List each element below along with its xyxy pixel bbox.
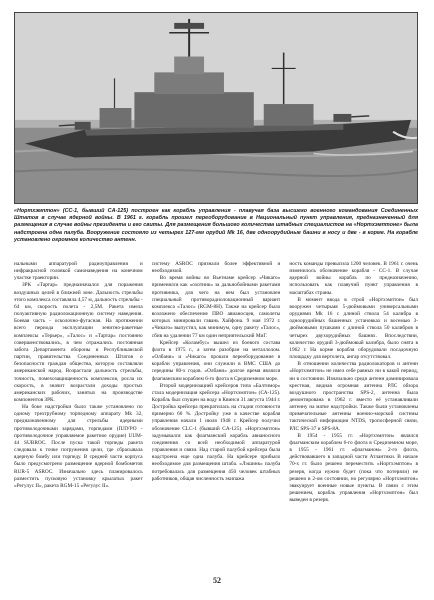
paragraph: В 1954 - 1955 гг. «Нортхэмптон» являлся флагманским кораблем 6-го флота в Средиземном море, в 1955 - 1961 гг. «флагманом» 2-го флота, действовавшего в западной части Атлантики. В начале 70-х гг. было решено переместить «Нортхэмптон» в резерв, когда нужно будет (пока что потеряли) не решено в 2-ом состоянии, но регулярно «Нортхэмптон» эвакуирует военные новые пункты. В связи с этим решением, корабль управления «Нортхэмптон» был выведен в резерв. (289, 432, 419, 504)
paragraph: Крейсер «Коламбус» вышел из боевого состава флота в 1975 г., а затем разобран на металлолом. «Олбани» и «Чикаго» прошли переоборудование в корабли управления, они служили в ВМС США до середины 80-х годов. «Олбани» долгое время являлся флагманским кораблем 6-го флота в Средиземном море. (151, 339, 281, 382)
article-columns (14, 261, 418, 571)
paragraph: систему ASROC признали более эффективной и необходимой. (151, 261, 281, 275)
ship-photo (14, 12, 418, 204)
page-number: 52 (213, 576, 221, 585)
column-1 (14, 261, 143, 571)
paragraph: ность команды превысила 1200 человек. В 1961 г. очень изменилось обозначение корабля - CC-1. В случае ядерной войны корабль по предназначению, использовать как плавучий пункт управления в масштабах страны. (289, 261, 419, 296)
paragraph: В отношении количества радиолокаторов и антенн «Нортхэмптон» не имел себе равных ни в какой период, ни в состоянии. Изначально среди антенн доминировала крестная, видная огромная антенна РЛС обзора воздушного пространства SPS-2, антенна была демонтирована в 1962 г. вместо её устанавливали антенну на матке надстройки. Также были установлены примечательные антенны военно-морской системы тактической информации NTDS, тропосферной связи, РЛС SPS-37 и SPS-8A. (289, 361, 419, 432)
photo-caption: «Нортхэмптон» (CC-1, бывший CA-125) построен как корабль управления - плавучая база высшего военного командования Соединенных Штатов в случае ядерной войны. В 1961 г. корабль прошел переоборудование в Национальный пункт управления, предназначенный для размещения в случае войны президента и его свиты. Для размещения большого количества штабных специалистов на «Нортхэмптоне» была надстроена одна палуба. Вооружение состояло из четырех 127-мм орудий Mk 16, две одноорудийные башни в носу и две - в корме. На корабле установлено огромное количество антенн. (14, 208, 418, 243)
paragraph: ЗРК «Тартар» предназначался для поражения воздушных целей в ближней зоне. Дальность стрельбы этого комплекса составляла 4,57 м, дальность стрельбы - 64 км, скорость полета - 2,5М. Ракета имела полуактивную радиолокационную систему наведения. Боевая часть - осколочно-фугасная. На протяжении всего периода эксплуатации зенитно-ракетные комплексы «Терьер», «Талос» и «Тартар» постоянно совершенствовались, в чем отражались постоянная забота Департамента обороны и Республиканской партии, правительства Соединенных Штатов о безопасности граждан общества, которую составляли американской народ. Возрастали дальность стрельбы, точность, помехозащищенность комплексов, росла их скорость, в значит возрастали доходы простых американских рабочих, занятых на производстве компонентов ЗРК. (14, 282, 143, 403)
paragraph: Второй модернизацией крейсеров типа «Балтимор» стала модернизация крейсера «Нортхэмптон» (СА-125). Корабль был спущен на воду в Квинси 31 августа 1944 г. Достройка крейсера прекратилась на стадии готовности примерно 60 %. Достройку уже в качестве корабля управления начали 1 июля 1948 г. Крейсер получил обозначение CLC-1 (бывший CA-125). «Нортхэмптон» задумывался как флагманский корабль авианосного соединения со всей необходимой аппаратурой управления и связи. Над старой палубой крейсера была надстроена еще одна палуба. На крейсере прибыло необходимое для размещения штаба. «Лэшинк» палуба потребовалась для размещения 450 человек штабных работников, общая численность экипажа (151, 382, 281, 482)
cruiser-illustration (15, 13, 417, 203)
column-2 (152, 261, 281, 571)
paragraph: На бoкe надстройки было также установлено по одному трехтрубному торпедному аппарату Mk 32, предназначенному для стрельбы ядерными противолодочными зарядами, торпедами (ПЛУРО - противолодочное управляемое ракетное орудие) UUM-44 SUBROC. После пуска такой торпеды ракета следовала к точке погружения цели, где сбрасывала ядерную бомбу или торпеду. В средней части корпуса было предусмотрено размещение ядерной бомбометов RUR-5 ASROC. Изначально здесь планировалось разместить пусковую установку крылатых ракет «Регулус II», ракета RGM-15 «Регулус II». (14, 404, 143, 489)
paragraph: В момент ввода в строй «Нортхэмптон» был вооружен четырьмя 5-дюймовыми универсальными орудиями Mk 16 с длиной ствола 54 калибра в одноорудийных башенных установках и восемью 3-дюймовыми пушками с длиной ствола 50 калибров в четырех двухорудийных башнях. Впоследствии, количество орудий 3-дюймовый калибра, было снята в 1962 г. На корме корабля оборудовали посадочную площадку для вертолета, ангар отсутствовал. (289, 296, 419, 361)
paragraph: Во время войны во Вьетнаме крейсер «Чикаго» применялся как «охотник» за дальнобойными ракетами противника, для чего на нем был установлен специальный противорадиолокационный вариант комплекса «Талос» (RGM-8H). Также на крейсер было возложено обеспечение ПВО авианосцев, самолеты которых минировали гавань Хайфона. 9 мая 1972 г. «Чикаго» выпустил, как минимум, одну ракету «Талос», сбив на удалении 77 км один неприятельский МиГ. (151, 275, 281, 339)
paragraph: нальными аппаратурой радиоуправления и инфракрасной головкой самонаведения на конечном участке траектории. (14, 261, 143, 282)
column-3 (289, 261, 418, 571)
